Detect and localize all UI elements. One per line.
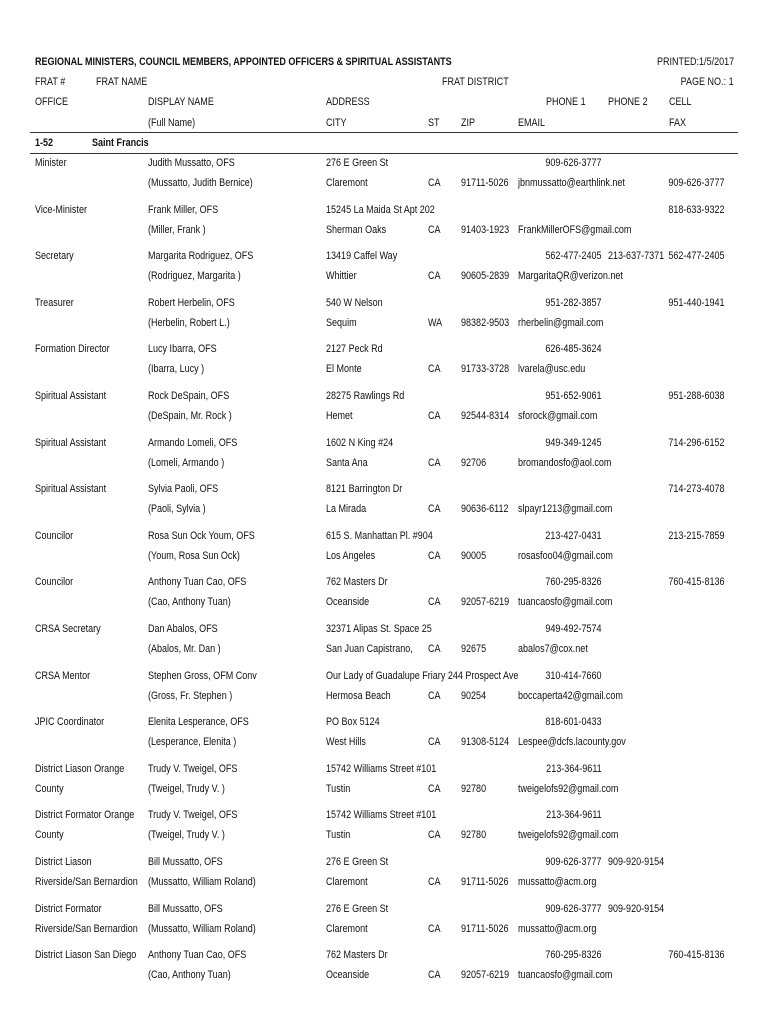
display-name: Judith Mussatto, OFS [148,157,235,169]
officer-entry [0,389,770,435]
city: El Monte [326,363,362,376]
zip: 91403-1923 [461,223,510,236]
officer-entry [0,296,770,342]
phone1: 818-601-0433 [545,716,602,729]
email: FrankMillerOFS@gmail.com [518,223,632,236]
zip: 91308-5124 [461,736,510,749]
header-divider [30,132,738,133]
full-name: (Herbelin, Robert L.) [148,316,230,329]
state: CA [428,270,441,283]
state: CA [428,782,441,795]
phone1: 909-626-3777 [545,902,602,915]
full-name: (Mussatto, William Roland) [148,922,256,935]
state: CA [428,596,441,609]
city: Claremont [326,177,368,189]
state: CA [428,876,441,888]
office-line1: District Formator [35,902,102,915]
full-name: (Mussatto, Judith Bernice) [148,177,253,189]
email: sforock@gmail.com [518,410,598,422]
phone1: 213-364-9611 [546,809,602,822]
zip: 91711-5026 [461,876,509,888]
phone2: 909-920-9154 [608,902,665,915]
officer-entry [0,715,770,761]
zip: 90005 [461,549,487,562]
address: 15245 La Maida St Apt 202 [326,203,435,216]
office-line1: District Formator Orange [35,809,135,822]
col-header-phone1: PHONE 1 [546,96,586,108]
office-line1: District Liason San Diego [35,949,137,962]
display-name: Trudy V. Tweigel, OFS [148,762,238,775]
zip: 92544-8314 [461,410,510,422]
address: 276 E Green St [326,157,389,169]
address: 1602 N King #24 [326,436,394,449]
officer-entry [0,808,770,854]
officer-entry [0,529,770,575]
state: CA [428,829,441,842]
state: CA [428,922,441,935]
city: Claremont [326,876,368,888]
phone1: 760-295-8326 [545,576,602,589]
phone2: 213-637-7371 [608,250,665,263]
cell: 714-273-4078 [668,483,725,496]
state: CA [428,549,441,562]
display-name: Bill Mussatto, OFS [148,902,223,915]
cell: 951-288-6038 [668,390,725,402]
address: 276 E Green St [326,856,389,868]
city: Claremont [326,922,368,935]
officer-entry [0,948,770,994]
email: rosasfoo04@gmail.com [518,549,613,562]
display-name: Anthony Tuan Cao, OFS [148,576,247,589]
office-line2: County [35,782,64,795]
zip: 98382-9503 [461,316,510,329]
full-name: (Gross, Fr. Stephen ) [148,689,233,702]
state: CA [428,363,441,376]
group-number: 1-52 [35,137,54,149]
officer-entry [0,342,770,388]
zip: 90254 [461,689,487,702]
officer-entry [0,855,770,901]
officer-entry [0,669,770,715]
city: Santa Ana [326,456,368,469]
city: San Juan Capistrano, [326,643,413,655]
zip: 92675 [461,643,487,655]
cell: 562-477-2405 [668,250,725,263]
phone1: 951-652-9061 [545,390,602,402]
office-line1: Secretary [35,250,74,263]
report-title: REGIONAL MINISTERS, COUNCIL MEMBERS, APPOINTED OFFICERS & SPIRITUAL ASSISTANTS [35,56,452,68]
display-name: Rosa Sun Ock Youm, OFS [148,529,255,542]
col-header-city: CITY [326,117,347,129]
zip: 92780 [461,782,487,795]
cell: 760-415-8136 [668,949,725,962]
email: tuancaosfo@gmail.com [518,969,613,982]
display-name: Sylvia Paoli, OFS [148,483,219,496]
phone1: 310-414-7660 [545,669,602,682]
phone1: 213-364-9611 [546,762,602,775]
full-name: (Cao, Anthony Tuan) [148,596,231,609]
phone1: 626-485-3624 [545,343,602,356]
group-divider [30,153,738,154]
zip: 91733-3728 [461,363,510,376]
group-name: Saint Francis [92,137,149,149]
email: bromandosfo@aol.com [518,456,612,469]
display-name: Rock DeSpain, OFS [148,390,230,402]
office-line1: Spiritual Assistant [35,436,107,449]
city: Tustin [326,782,351,795]
city: Oceanside [326,596,370,609]
city: Oceanside [326,969,370,982]
address: 615 S. Manhattan Pl. #904 [326,529,433,542]
officer-entry [0,249,770,295]
email: tuancaosfo@gmail.com [518,596,613,609]
office-line1: Spiritual Assistant [35,483,107,496]
officer-entry [0,902,770,948]
full-name: (Youm, Rosa Sun Ock) [148,549,240,562]
email: Lespee@dcfs.lacounty.gov [518,736,626,749]
full-name: (Paoli, Sylvia ) [148,503,206,516]
display-name: Dan Abalos, OFS [148,623,218,635]
officer-entry [0,156,770,202]
full-name: (Rodriguez, Margarita ) [148,270,241,283]
col-header-address: ADDRESS [326,96,370,108]
email: abalos7@cox.net [518,643,588,655]
officer-entry [0,622,770,668]
cell: 714-296-6152 [668,436,725,449]
col-header-zip: ZIP [461,117,476,129]
email: jbnmussatto@earthlink.net [518,177,625,189]
full-name: (DeSpain, Mr. Rock ) [148,410,232,422]
state: CA [428,689,441,702]
col-header-office: OFFICE [35,96,69,108]
office-line1: Minister [35,157,67,169]
state: CA [428,969,441,982]
zip: 92706 [461,456,487,469]
officer-entry [0,482,770,528]
full-name: (Tweigel, Trudy V. ) [148,782,225,795]
col-header-fax: FAX [669,117,687,129]
page-number: PAGE NO.: 1 [681,76,734,88]
full-name: (Cao, Anthony Tuan) [148,969,231,982]
address: 540 W Nelson [326,296,383,309]
full-name: (Mussatto, William Roland) [148,876,256,888]
office-line1: Spiritual Assistant [35,390,107,402]
state: CA [428,643,441,655]
email: mussatto@acm.org [518,876,597,888]
display-name: Trudy V. Tweigel, OFS [148,809,238,822]
phone1: 949-492-7574 [545,623,602,635]
full-name: (Ibarra, Lucy ) [148,363,205,376]
col-header-st: ST [428,117,440,129]
col-header-frat-num: FRAT # [35,76,66,88]
office-line1: Vice-Minister [35,203,87,216]
phone1: 562-477-2405 [545,250,602,263]
phone1: 213-427-0431 [545,529,602,542]
address: 8121 Barrington Dr [326,483,403,496]
city: Sherman Oaks [326,223,387,236]
full-name: (Lomeli, Armando ) [148,456,225,469]
col-header-display-name: DISPLAY NAME [148,96,214,108]
address: 32371 Alipas St. Space 25 [326,623,432,635]
display-name: Bill Mussatto, OFS [148,856,223,868]
office-line2: County [35,829,64,842]
state: CA [428,177,441,189]
city: Hermosa Beach [326,689,391,702]
address: 28275 Rawlings Rd [326,390,405,402]
city: Whittier [326,270,357,283]
office-line1: Formation Director [35,343,110,356]
office-line1: CRSA Secretary [35,623,101,635]
email: slpayr1213@gmail.com [518,503,613,516]
office-line2: Riverside/San Bernardion [35,876,138,888]
office-line2: Riverside/San Bernardion [35,922,138,935]
office-line1: CRSA Mentor [35,669,91,682]
address: Our Lady of Guadalupe Friary 244 Prospect Ave [326,669,519,682]
full-name: (Abalos, Mr. Dan ) [148,643,221,655]
address: 762 Masters Dr [326,949,388,962]
full-name: (Tweigel, Trudy V. ) [148,829,225,842]
officer-entry [0,575,770,621]
email: lvarela@usc.edu [518,363,586,376]
email: mussatto@acm.org [518,922,597,935]
zip: 91711-5026 [461,922,509,935]
city: Sequim [326,316,357,329]
phone1: 951-282-3857 [545,296,602,309]
display-name: Stephen Gross, OFM Conv [148,669,257,682]
fax: 909-626-3777 [668,177,725,189]
display-name: Frank Miller, OFS [148,203,219,216]
officer-entry [0,436,770,482]
full-name: (Miller, Frank ) [148,223,206,236]
officer-entry [0,762,770,808]
state: CA [428,503,441,516]
display-name: Lucy Ibarra, OFS [148,343,217,356]
city: West Hills [326,736,366,749]
office-line1: District Liason [35,856,92,868]
office-line1: JPIC Coordinator [35,716,105,729]
display-name: Margarita Rodriguez, OFS [148,250,254,263]
officer-entry [0,203,770,249]
col-header-phone2: PHONE 2 [608,96,648,108]
full-name: (Lesperance, Elenita ) [148,736,237,749]
address: 15742 Williams Street #101 [326,762,437,775]
address: 276 E Green St [326,902,389,915]
office-line1: Treasurer [35,296,74,309]
email: boccaperta42@gmail.com [518,689,623,702]
col-header-email: EMAIL [518,117,546,129]
state: CA [428,736,441,749]
city: Tustin [326,829,351,842]
display-name: Elenita Lesperance, OFS [148,716,249,729]
address: 2127 Peck Rd [326,343,383,356]
cell: 818-633-9322 [668,203,725,216]
cell: 760-415-8136 [668,576,725,589]
city: Hemet [326,410,353,422]
phone1: 909-626-3777 [545,856,602,868]
zip: 90605-2839 [461,270,510,283]
office-line1: Councilor [35,576,74,589]
zip: 90636-6112 [461,503,509,516]
email: rherbelin@gmail.com [518,316,604,329]
address: 15742 Williams Street #101 [326,809,437,822]
email: tweigelofs92@gmail.com [518,829,619,842]
city: La Mirada [326,503,367,516]
cell: 213-215-7859 [668,529,725,542]
phone2: 909-920-9154 [608,856,665,868]
address: PO Box 5124 [326,716,380,729]
email: MargaritaQR@verizon.net [518,270,623,283]
col-header-full-name: (Full Name) [148,117,196,129]
display-name: Armando Lomeli, OFS [148,436,238,449]
city: Los Angeles [326,549,376,562]
zip: 92780 [461,829,487,842]
phone1: 949-349-1245 [545,436,602,449]
display-name: Robert Herbelin, OFS [148,296,235,309]
display-name: Anthony Tuan Cao, OFS [148,949,247,962]
office-line1: District Liason Orange [35,762,125,775]
state: CA [428,410,441,422]
state: CA [428,223,441,236]
col-header-cell: CELL [669,96,692,108]
office-line1: Councilor [35,529,74,542]
state: WA [428,316,443,329]
zip: 92057-6219 [461,596,510,609]
state: CA [428,456,441,469]
zip: 91711-5026 [461,177,509,189]
phone1: 760-295-8326 [545,949,602,962]
address: 762 Masters Dr [326,576,388,589]
phone1: 909-626-3777 [545,157,602,169]
address: 13419 Caffel Way [326,250,398,263]
printed-date: PRINTED:1/5/2017 [656,56,734,68]
col-header-frat-name: FRAT NAME [96,76,148,88]
cell: 951-440-1941 [668,296,725,309]
zip: 92057-6219 [461,969,510,982]
email: tweigelofs92@gmail.com [518,782,619,795]
col-header-frat-district: FRAT DISTRICT [442,76,509,88]
